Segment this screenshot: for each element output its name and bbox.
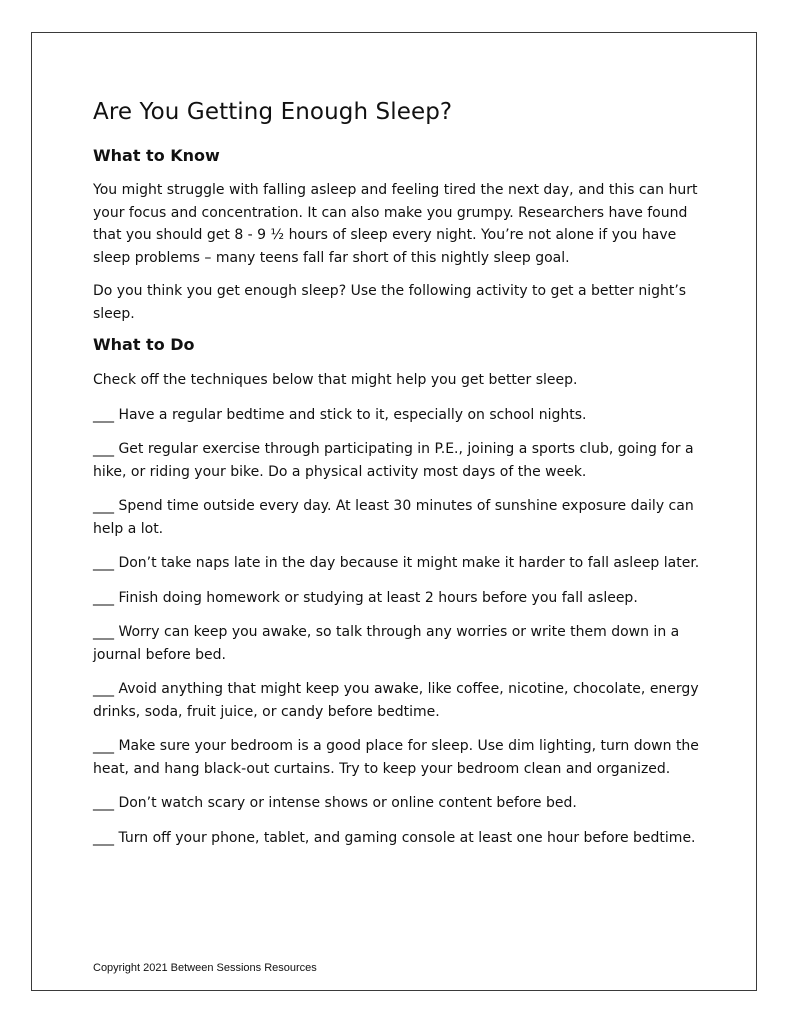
copyright-footer: Copyright 2021 Between Sessions Resources (93, 962, 317, 974)
section-heading-what-to-do: What to Do (93, 335, 195, 354)
checklist-item (93, 552, 708, 575)
checklist-item-text: Make sure your bedroom is a good place for sleep. Use dim lighting, turn down the heat, and hang black-out curtains. Try to keep your bedroom clean and organized. (93, 738, 699, 777)
checkbox-blank[interactable]: ___ (93, 589, 114, 606)
section-heading-what-to-know: What to Know (93, 146, 220, 165)
worksheet-content (93, 96, 708, 861)
checkbox-blank[interactable]: ___ (93, 441, 114, 457)
know-paragraph-2: Do you think you get enough sleep? Use the following activity to get a better night’s sleep. (93, 283, 687, 322)
checklist-item-text: Turn off your phone, tablet, and gaming console at least one hour before bedtime. (118, 829, 696, 846)
checklist-item (93, 678, 708, 723)
checklist-item (93, 404, 708, 427)
checklist-item (93, 495, 708, 540)
checklist-item-text: Avoid anything that might keep you awake, like coffee, nicotine, chocolate, energy drinks, soda, fruit juice, or candy before bedtime. (93, 681, 699, 720)
checklist-item-text: Finish doing homework or studying at least 2 hours before you fall asleep. (118, 589, 638, 606)
checklist-item (93, 827, 708, 850)
checklist-item-text: Don’t watch scary or intense shows or online content before bed. (118, 795, 577, 811)
checklist-item (93, 587, 708, 610)
checklist-item-text: Worry can keep you awake, so talk through any worries or write them down in a journal before bed. (93, 624, 680, 663)
checkbox-blank[interactable]: ___ (93, 406, 114, 423)
checkbox-blank[interactable]: ___ (93, 738, 114, 754)
checklist-item-text: Get regular exercise through participating in P.E., joining a sports club, going for a hike, or riding your bike. Do a physical activity most days of the week. (93, 441, 694, 480)
checklist-item (93, 621, 708, 666)
checklist-item (93, 438, 708, 483)
page-title: Are You Getting Enough Sleep? (93, 99, 453, 125)
checkbox-blank[interactable]: ___ (93, 498, 114, 514)
do-intro: Check off the techniques below that might help you get better sleep. (93, 372, 578, 388)
checkbox-blank[interactable]: ___ (93, 624, 114, 640)
know-paragraph-1: You might struggle with falling asleep and feeling tired the next day, and this can hurt your focus and concentration. It can also make you grumpy. Researchers have found that you should get 8 - 9 ½ hours of sleep every night. You’re not alone if you have sleep problems – many teens fall far short of this nightly sleep goal. (93, 182, 698, 266)
checkbox-blank[interactable]: ___ (93, 795, 114, 811)
checkbox-blank[interactable]: ___ (93, 829, 114, 846)
checklist-item-text: Don’t take naps late in the day because it might make it harder to fall asleep later. (118, 555, 700, 571)
checkbox-blank[interactable]: ___ (93, 555, 114, 571)
checklist-item (93, 792, 708, 815)
checklist-item-text: Have a regular bedtime and stick to it, especially on school nights. (118, 406, 587, 423)
checklist-item-text: Spend time outside every day. At least 30 minutes of sunshine exposure daily can help a lot. (93, 498, 694, 537)
checklist-item (93, 735, 708, 780)
checkbox-blank[interactable]: ___ (93, 681, 114, 697)
